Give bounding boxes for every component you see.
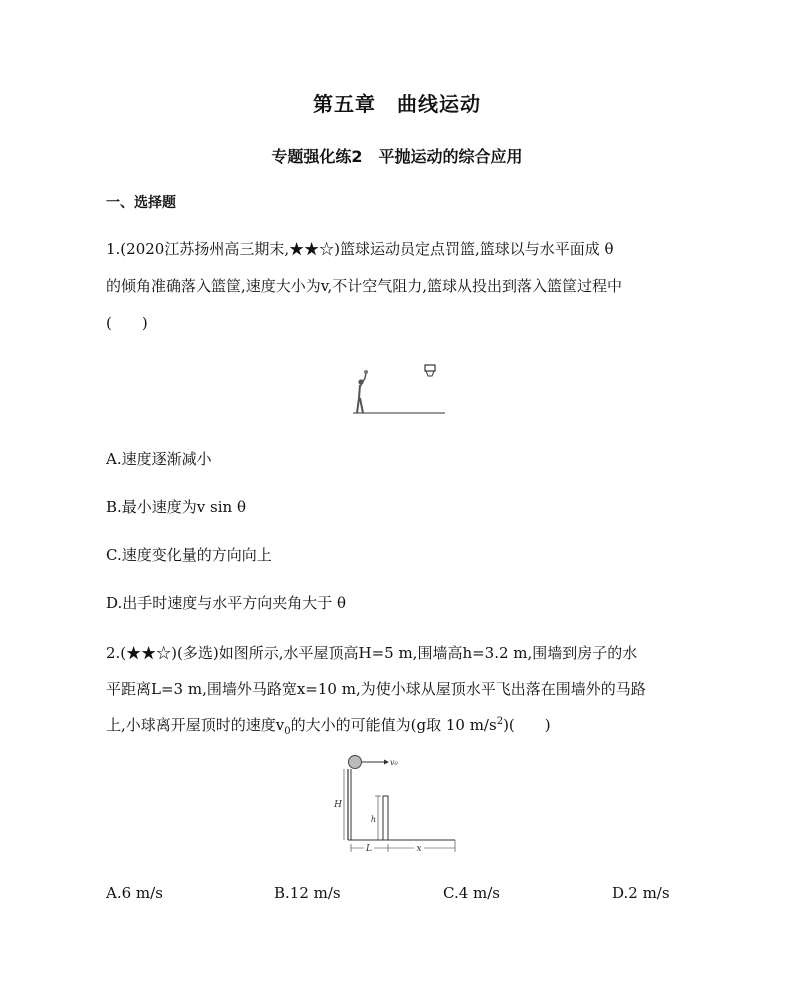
q1-option-d[interactable]: D.出手时速度与水平方向夹角大于 θ [106,594,347,612]
h-label: h [370,815,376,824]
q1-text-line-3: ( ) [106,314,148,332]
q2-text-line-1: 2.(★★☆)(多选)如图所示,水平屋顶高H=5 m,围墙高h=3.2 m,围墙到房子的水 [106,644,638,662]
section-heading: 一、选择题 [106,195,176,211]
chapter-title: 第五章 曲线运动 [313,92,481,116]
section-subtitle: 专题强化练2 平抛运动的综合应用 [271,147,523,166]
x-label: x [416,844,422,854]
H-label: H [334,800,342,810]
projectile-figure [334,752,464,862]
q1-option-b[interactable]: B.最小速度为v sin θ [106,498,246,516]
q2-option-a[interactable]: A.6 m/s [106,884,163,902]
q1-text-line-1: 1.(2020江苏扬州高三期末,★★☆)篮球运动员定点罚篮,篮球以与水平面成 θ [106,240,614,258]
basketball-figure [345,358,450,418]
q1-option-c[interactable]: C.速度变化量的方向向上 [106,546,272,564]
q1-option-a[interactable]: A.速度逐渐减小 [106,450,212,468]
q2-option-b[interactable]: B.12 m/s [274,884,341,902]
q2-text-line-3: 上,小球离开屋顶时的速度$v_0$的大小的可能值为(g取 10 $m/s^2$)( ) [106,716,551,737]
q2-option-d[interactable]: D.2 m/s [612,884,670,902]
L-label: L [366,844,372,854]
q1-text-line-2: 的倾角准确落入篮筐,速度大小为v,不计空气阻力,篮球从投出到落入篮筐过程中 [106,277,623,295]
v0-label: v₀ [390,758,398,767]
q2-option-c[interactable]: C.4 m/s [443,884,500,902]
q2-text-line-2: 平距离L=3 m,围墙外马路宽x=10 m,为使小球从屋顶水平飞出落在围墙外的马路 [106,680,646,698]
